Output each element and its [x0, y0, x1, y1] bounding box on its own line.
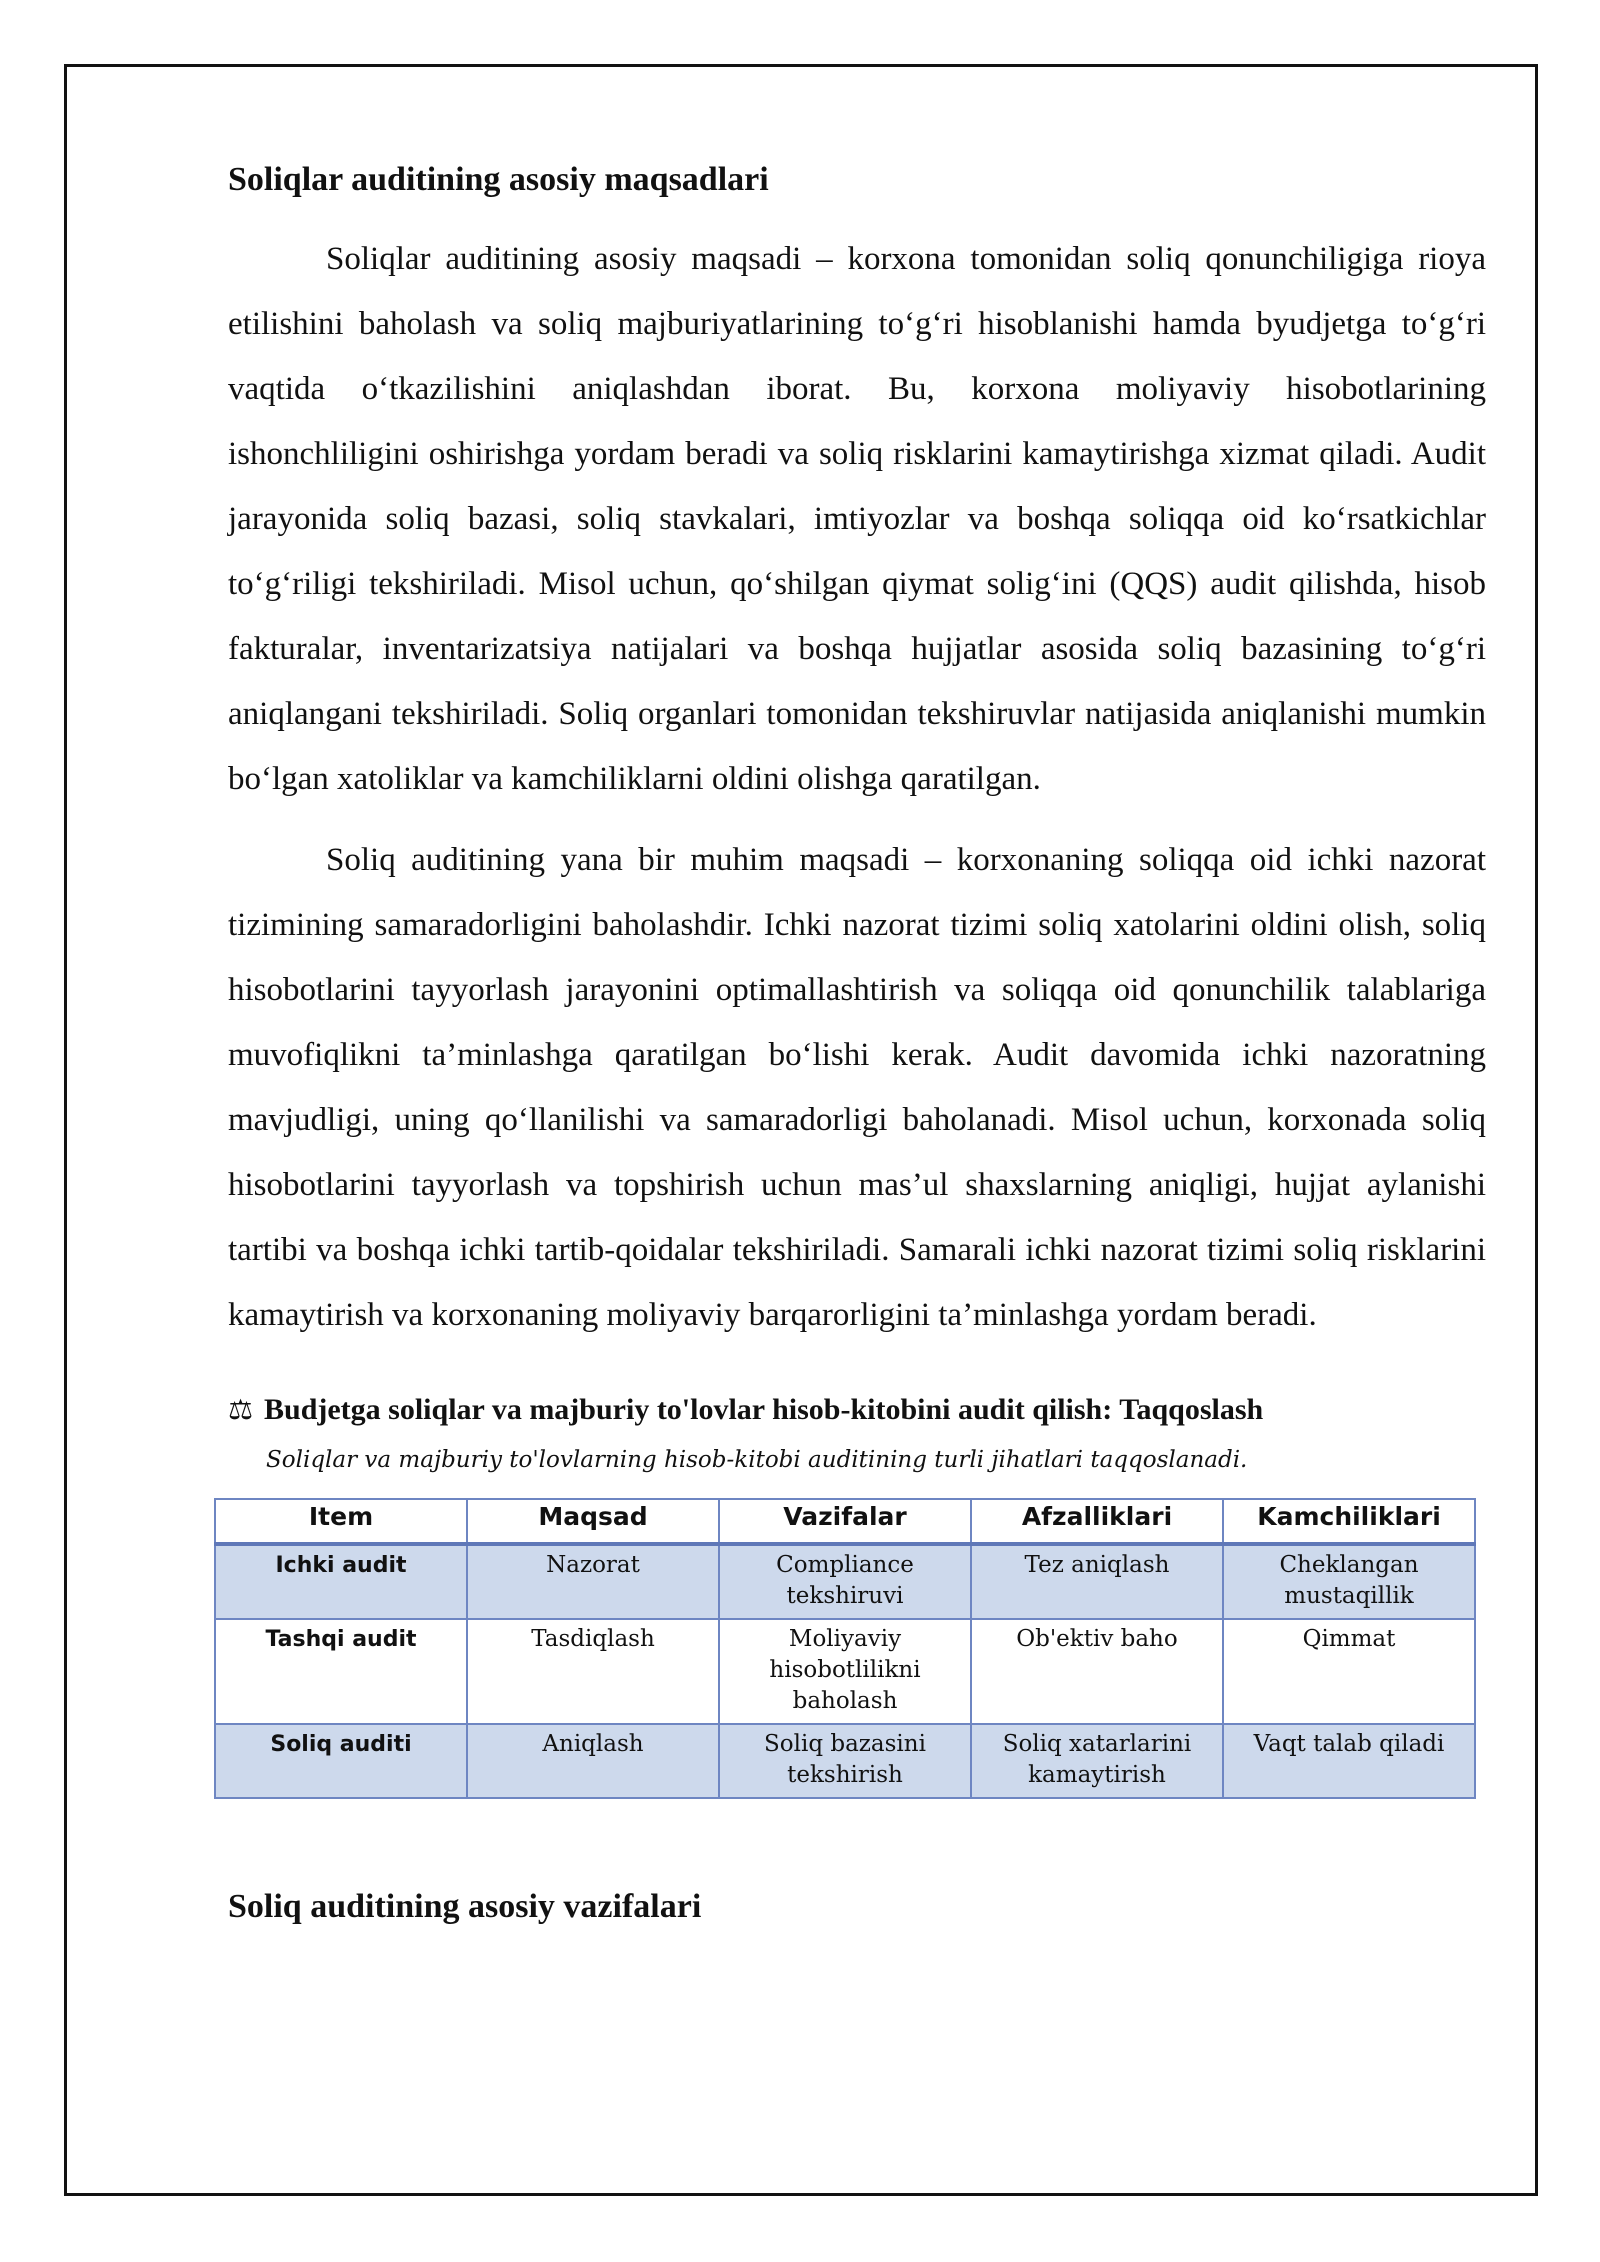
- row-label: Tashqi audit: [215, 1619, 467, 1724]
- table-row: [215, 1724, 1475, 1798]
- column-header: Vazifalar: [719, 1499, 971, 1544]
- table-cell: Qimmat: [1223, 1619, 1475, 1724]
- table-cell: Nazorat: [467, 1544, 719, 1619]
- table-subtitle: Soliqlar va majburiy to'lovlarning hisob-kitobi auditining turli jihatlari taqqoslanadi.: [266, 1446, 1248, 1473]
- table-cell: Soliq xatarlarini kamaytirish: [971, 1724, 1223, 1798]
- column-header: Item: [215, 1499, 467, 1544]
- table-cell: Vaqt talab qiladi: [1223, 1724, 1475, 1798]
- table-header-row: [215, 1499, 1475, 1544]
- table-cell: Compliance tekshiruvi: [719, 1544, 971, 1619]
- table-cell: Tasdiqlash: [467, 1619, 719, 1724]
- row-label: Ichki audit: [215, 1544, 467, 1619]
- table-heading: [228, 1392, 1486, 1428]
- column-header: Maqsad: [467, 1499, 719, 1544]
- table-cell: Cheklangan mustaqillik: [1223, 1544, 1475, 1619]
- column-header: Kamchiliklari: [1223, 1499, 1475, 1544]
- table-row: [215, 1619, 1475, 1724]
- table-row: [215, 1544, 1475, 1619]
- section-heading: Soliq auditining asosiy vazifalari: [228, 1887, 702, 1925]
- table-cell: Ob'ektiv baho: [971, 1619, 1223, 1724]
- section-heading: Soliqlar auditining asosiy maqsadlari: [228, 161, 769, 198]
- row-label: Soliq auditi: [215, 1724, 467, 1798]
- table-cell: Soliq bazasini tekshirish: [719, 1724, 971, 1798]
- comparison-table: [214, 1498, 1476, 1799]
- table-cell: Aniqlash: [467, 1724, 719, 1798]
- table-title: Budjetga soliqlar va majburiy to'lovlar hisob-kitobini audit qilish: Taqqoslash: [264, 1392, 1264, 1426]
- table-cell: Moliyaviy hisobotlilikni baholash: [719, 1619, 971, 1724]
- body-paragraph: Soliq auditining yana bir muhim maqsadi – korxonaning soliqqa oid ichki nazorat tizimining samaradorligini baholashdir. Ichki nazorat tizimi soliq xatolarini oldini olish, soliq hisobotlarini tayyorlash jarayonini optimallashtirish va soliqqa oid qonunchilik talablariga muvofiqlikni ta’minlashga qaratilgan bo‘lishi kerak. Audit davomida ichki nazoratning mavjudligi, uning qo‘llanilishi va samaradorligi baholanadi. Misol uchun, korxonada soliq hisobotlarini tayyorlash va topshirish uchun mas’ul shaxslarning aniqligi, hujjat aylanishi tartibi va boshqa ichki tartib-qoidalar tekshiriladi. Samarali ichki nazorat tizimi soliq risklarini kamaytirish va korxonaning moliyaviy barqarorligini ta’minlashga yordam beradi.: [228, 841, 1486, 1333]
- column-header: Afzalliklari: [971, 1499, 1223, 1544]
- document-content: [228, 160, 1486, 1927]
- table-cell: Tez aniqlash: [971, 1544, 1223, 1619]
- body-paragraph: Soliqlar auditining asosiy maqsadi – korxona tomonidan soliq qonunchiligiga rioya etilishini baholash va soliq majburiyatlarining to‘g‘ri hisoblanishi hamda byudjetga to‘g‘ri vaqtida o‘tkazilishini aniqlashdan iborat. Bu, korxona moliyaviy hisobotlarining ishonchliligini oshirishga yordam beradi va soliq risklarini kamaytirishga xizmat qiladi. Audit jarayonida soliq bazasi, soliq stavkalari, imtiyozlar va boshqa soliqqa oid ko‘rsatkichlar to‘g‘riligi tekshiriladi. Misol uchun, qo‘shilgan qiymat solig‘ini (QQS) audit qilishda, hisob fakturalar, inventarizatsiya natijalari va boshqa hujjatlar asosida soliq bazasining to‘g‘ri aniqlangani tekshiriladi. Soliq organlari tomonidan tekshiruvlar natijasida aniqlanishi mumkin bo‘lgan xatoliklar va kamchiliklarni oldini olishga qaratilgan.: [228, 240, 1486, 797]
- scale-icon: ⚖: [228, 1393, 254, 1426]
